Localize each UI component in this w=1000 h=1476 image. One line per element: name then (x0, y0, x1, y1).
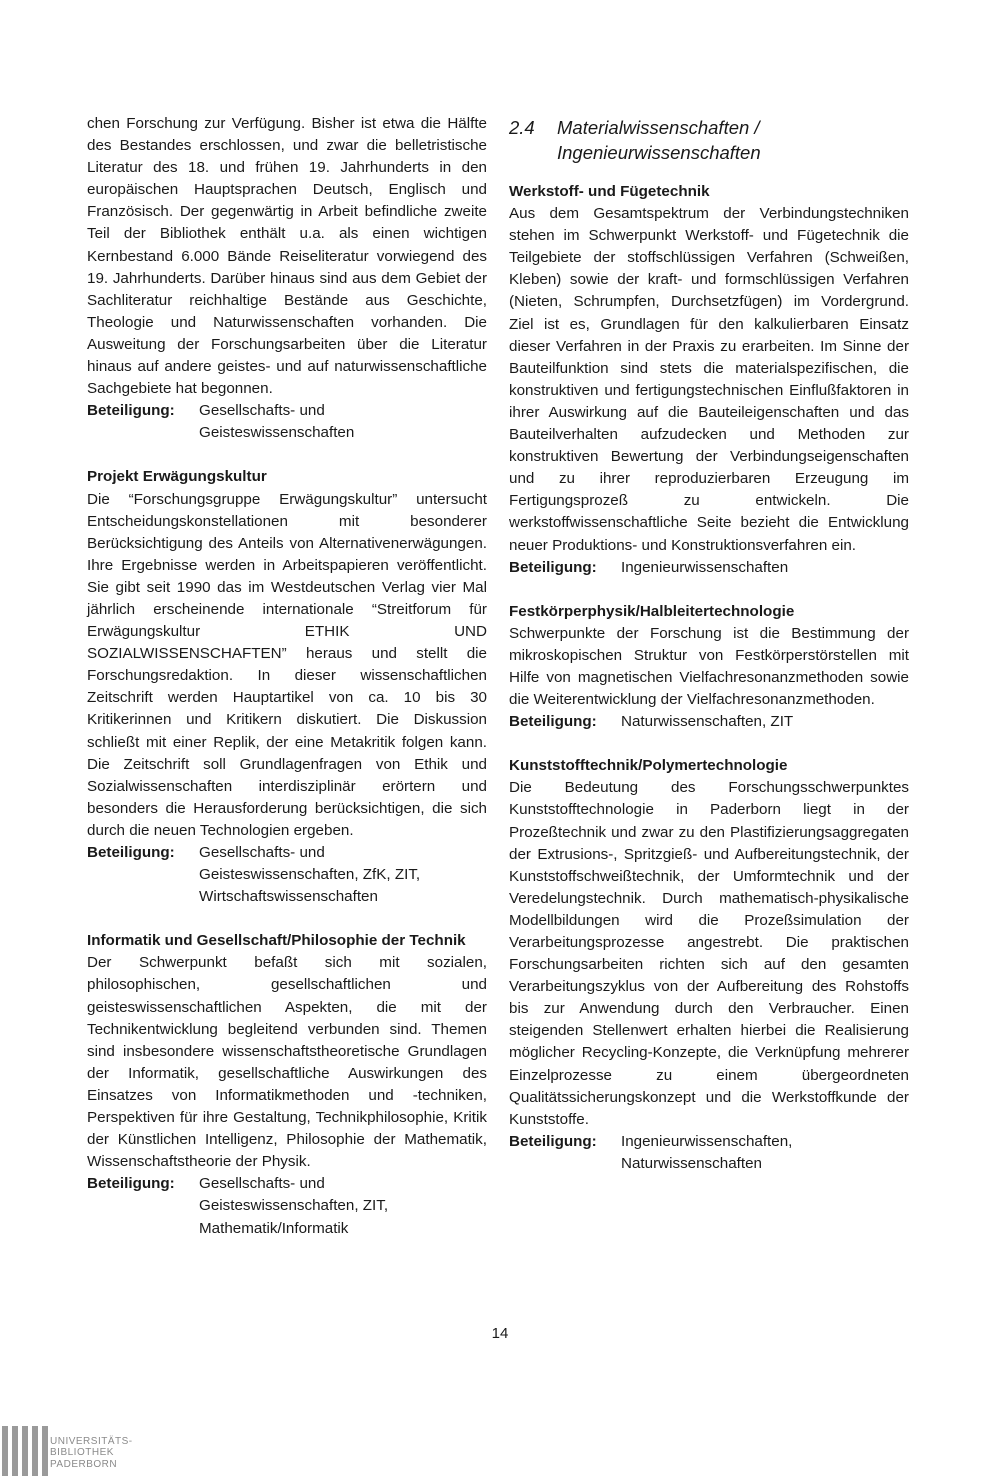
section-festkoerperphysik (509, 601, 909, 734)
section-informatik-gesellschaft (87, 930, 487, 1239)
participation-label: Beteiligung: (509, 1132, 597, 1150)
section-heading: Projekt Erwägungskultur (87, 468, 267, 486)
participation-value: Ingenieurwissenschaften (621, 558, 789, 576)
participation-value: Gesellschafts- und (199, 844, 325, 861)
section-werkstoff-fuegetechnik (509, 181, 909, 579)
section-body: Die Bedeutung des Forschungsschwerpunktes Kunststofftechnologie in Paderborn liegt in der Prozeßtechnik und zwar zu den Plastifizierungsaggregaten der Extrusions-, Spritzgieß- und Aufbereitungstechnik, der Kunststoffschweißtechnik, der Umformtechnik und der Veredelungstechnik. Durch mathematisch-physikalische Modellbildungen wird die Prozeßsimulation der Verarbeitungsprozesse angestrebt. Die praktischen Forschungsarbeiten richten sich auf den gesamten Verarbeitungszyklus von der Aufbereitung des Rohstoffs bis zur Anwendung durch den Verbraucher. Einen steigenden Stellenwert erhalten hierbei die Realisierung möglicher Recycling-Konzepte, die Verknüpfung mehrerer Einzelprozesse zu einem übergeordneten Qualitätssicherungskonzept und die Werkstoffkunde der Kunststoffe. (509, 779, 909, 1128)
participation-value: Mathematik/Informatik (199, 1219, 349, 1237)
section-body: Schwerpunkte der Forschung ist die Bestimmung der mikroskopischen Struktur von Festkörperstörstellen mit Hilfe von magnetischen Vielfachresonanzmethoden sowie die Weiterentwicklung der Vielfachresonanzmethoden. (509, 624, 909, 709)
participation-label: Beteiligung: (87, 402, 175, 420)
participation (87, 1173, 487, 1239)
participation-label: Beteiligung: (87, 844, 175, 861)
page-number: 14 (491, 1325, 509, 1342)
section-body: Der Schwerpunkt befaßt sich mit sozialen, philosophischen, gesellschaftlichen und geisteswissenschaftlichen Aspekten, die mit der Technikentwicklung begleitend verbunden sind. Themen sind insbesondere wissenschaftstheoretische Grundlagen der Informatik, gesellschaftliche Auswirkungen des Einsatzes von Informatikmethoden und -techniken, Perspektiven für ihre Gestaltung, Technikphilosophie, Kritik der Künstlichen Intelligenz, Philosophie der Mathematik, Wissenschaftstheorie der Physik. (87, 954, 487, 1171)
section-heading: Festkörperphysik/Halbleitertechnologie (509, 602, 795, 620)
section-heading: Informatik und Gesellschaft/Philosophie der Technik (87, 932, 466, 950)
participation-label: Beteiligung: (87, 1175, 175, 1193)
section-body: Aus dem Gesamtspektrum der Verbindungstechniken stehen im Schwerpunkt Werkstoff- und Fügetechnik die Teilgebiete der stoffschlüssigen Verfahren (Schweißen, Kleben) sowie der kraft- und formschlüssigen Verfahren (Nieten, Schrumpfen, Durchsetzfügen) im Vordergrund. Ziel ist es, Grundlagen für den kalkulierbaren Einsatz dieser Verfahren in der Praxis zu erarbeiten. Im Sinne der Bauteilfunktion sind stets die materialspezifischen, die konstruktiven und fertigungstechnischen Einflußfaktoren in ihrer Auswirkung auf die Bauteileigenschaften und das Bauteilverhalten aufzudecken und Methoden zur konstruktiven Bewertung der Verbindungseigenschaften und zu ihrer reproduzierbaren Erzeugung im Fertigungsprozeß zu entwickeln. Die werkstoffwissenschaftliche Seite bezieht die Entwicklung neuer Produktions- und Konstruktionsverfahren ein. (509, 205, 909, 554)
participation-label: Beteiligung: (509, 713, 597, 731)
library-stamp-text: UNIVERSITÄTS- BIBLIOTHEK PADERBORN (50, 1435, 133, 1470)
participation-value: Naturwissenschaften, ZIT (621, 713, 794, 731)
section-number: 2.4 (509, 117, 535, 138)
library-logo-icon (0, 1426, 48, 1476)
section-title-line: Materialwissenschaften / (557, 117, 760, 138)
participation-value: Gesellschafts- und (199, 402, 325, 420)
left-column (87, 113, 487, 1240)
intro-paragraph: chen Forschung zur Verfügung. Bisher ist etwa die Hälfte des Bestandes erschlossen, und zwar die belletristische Literatur des 18. und frühen 19. Jahrhunderts in den europäischen Hauptsprachen Deutsch, Englisch und Französisch. Der gegenwärtig in Arbeit befindliche zweite Teil der Bibliothek enthält u.a. als einen wichtigen Kernbestand 6.000 Bände Reiseliteratur vorwiegend des 19. Jahrhunderts. Darüber hinaus sind aus dem Gebiet der Sachliteratur reichhaltige Bestände aus Geschichte, Theologie und Naturwissenschaften vorhanden. Die Ausweitung der Forschungsarbeiten über die Literatur hinaus auf andere geistes- und auf naturwissenschaftliche Sachgebiete hat begonnen. (87, 115, 487, 398)
section-erwaegungskultur (87, 466, 487, 908)
right-column (509, 113, 909, 1175)
participation-intro (87, 400, 487, 444)
participation-value: Wirtschaftswissenschaften (199, 888, 378, 906)
section-kunststofftechnik (509, 755, 909, 1175)
participation-value: Geisteswissenschaften, ZfK, ZIT, (199, 866, 421, 884)
participation-value: Geisteswissenschaften (199, 424, 355, 442)
section-body: Die “Forschungsgruppe Erwägungskultur” untersucht Entscheidungskonstellationen mit besonderer Berücksichtigung des Anteils von Alternativenerwägungen. Ihre Ergebnisse werden in Arbeitspapieren veröffentlicht. Sie gibt seit 1990 das im Westdeutschen Verlag vier Mal jährlich erscheinende internationale “Streitforum für Erwägungskultur ETHIK UND SOZIALWISSENSCHAFTEN” heraus und stellt die Forschungsredaktion. In dieser wissenschaftlichen Zeitschrift werden Hauptartikel von ca. 10 bis 30 Kritikerinnen und Kritikern diskutiert. Die Diskussion schließt mit einer Replik, der eine Metakritik folgen kann. Die Zeitschrift soll Grundlagenfragen von Ethik und Sozialwissenschaften interdisziplinär erörtern und besonders die Herausforderung berücksichtigen, die sich durch die neuen Technologien ergeben. (87, 490, 487, 839)
participation-value: Geisteswissenschaften, ZIT, (199, 1197, 389, 1215)
participation-label: Beteiligung: (509, 558, 597, 576)
section-heading: Kunststofftechnik/Polymertechnologie (509, 757, 788, 775)
section-title-line: Ingenieurwissenschaften (557, 142, 761, 163)
participation (509, 1131, 909, 1175)
section-title (509, 115, 909, 165)
section-heading: Werkstoff- und Fügetechnik (509, 183, 710, 200)
participation (509, 557, 909, 579)
participation-value: Ingenieurwissenschaften, (621, 1132, 793, 1150)
participation-value: Gesellschafts- und (199, 1175, 325, 1193)
participation (87, 842, 487, 908)
participation-value: Naturwissenschaften (621, 1154, 762, 1172)
participation (509, 711, 909, 733)
library-stamp (0, 1426, 1000, 1476)
